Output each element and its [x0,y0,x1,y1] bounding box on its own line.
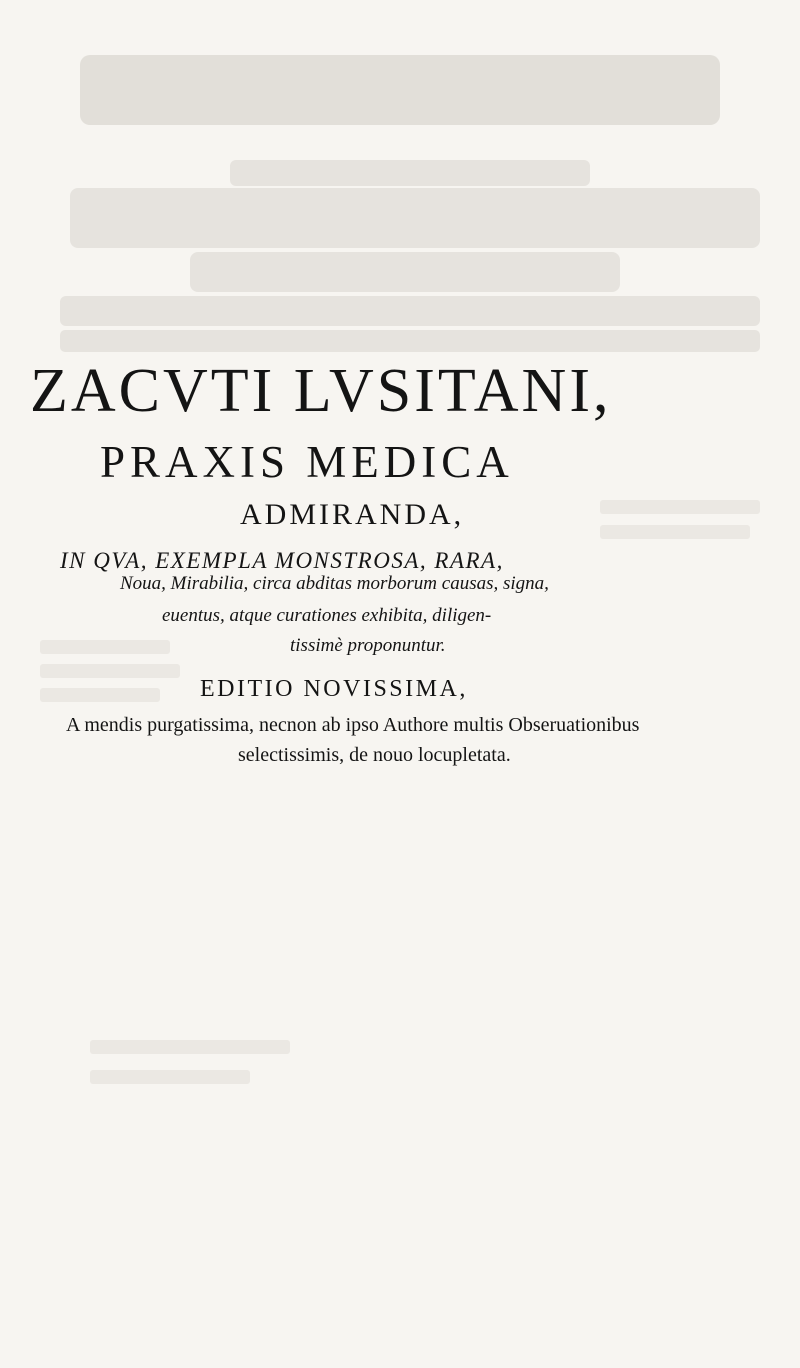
bleed-band [80,55,720,125]
description-line-3: euentus, atque curationes exhibita, diligen- [162,605,492,626]
bleed-band [90,1040,290,1054]
work-subtitle: ADMIRANDA, [240,498,465,531]
edition-heading: EDITIO NOVISSIMA, [200,676,468,702]
bleed-band [600,525,750,539]
work-title: PRAXIS MEDICA [100,437,514,487]
bleed-band [40,688,160,702]
edition-note-line-1: A mendis purgatissima, necnon ab ipso Authore multis Obseruationibus [66,714,640,736]
bleed-band [40,640,170,654]
bleed-band [40,664,180,678]
bleed-band [60,330,760,352]
author-title: ZACVTI LVSITANI, [30,357,612,425]
bleed-band [190,252,620,292]
description-line-4: tissimè proponuntur. [290,635,446,656]
description-line-2: Noua, Mirabilia, circa abditas morborum causas, signa, [120,573,549,594]
bleed-band [600,500,760,514]
bleed-band [60,296,760,326]
edition-note-line-2: selectissimis, de nouo locupletata. [238,744,511,766]
bleed-band [230,160,590,186]
bleed-band [70,188,760,248]
description-line-1: IN QVA, EXEMPLA MONSTROSA, RARA, [60,548,504,573]
bleed-band [90,1070,250,1084]
